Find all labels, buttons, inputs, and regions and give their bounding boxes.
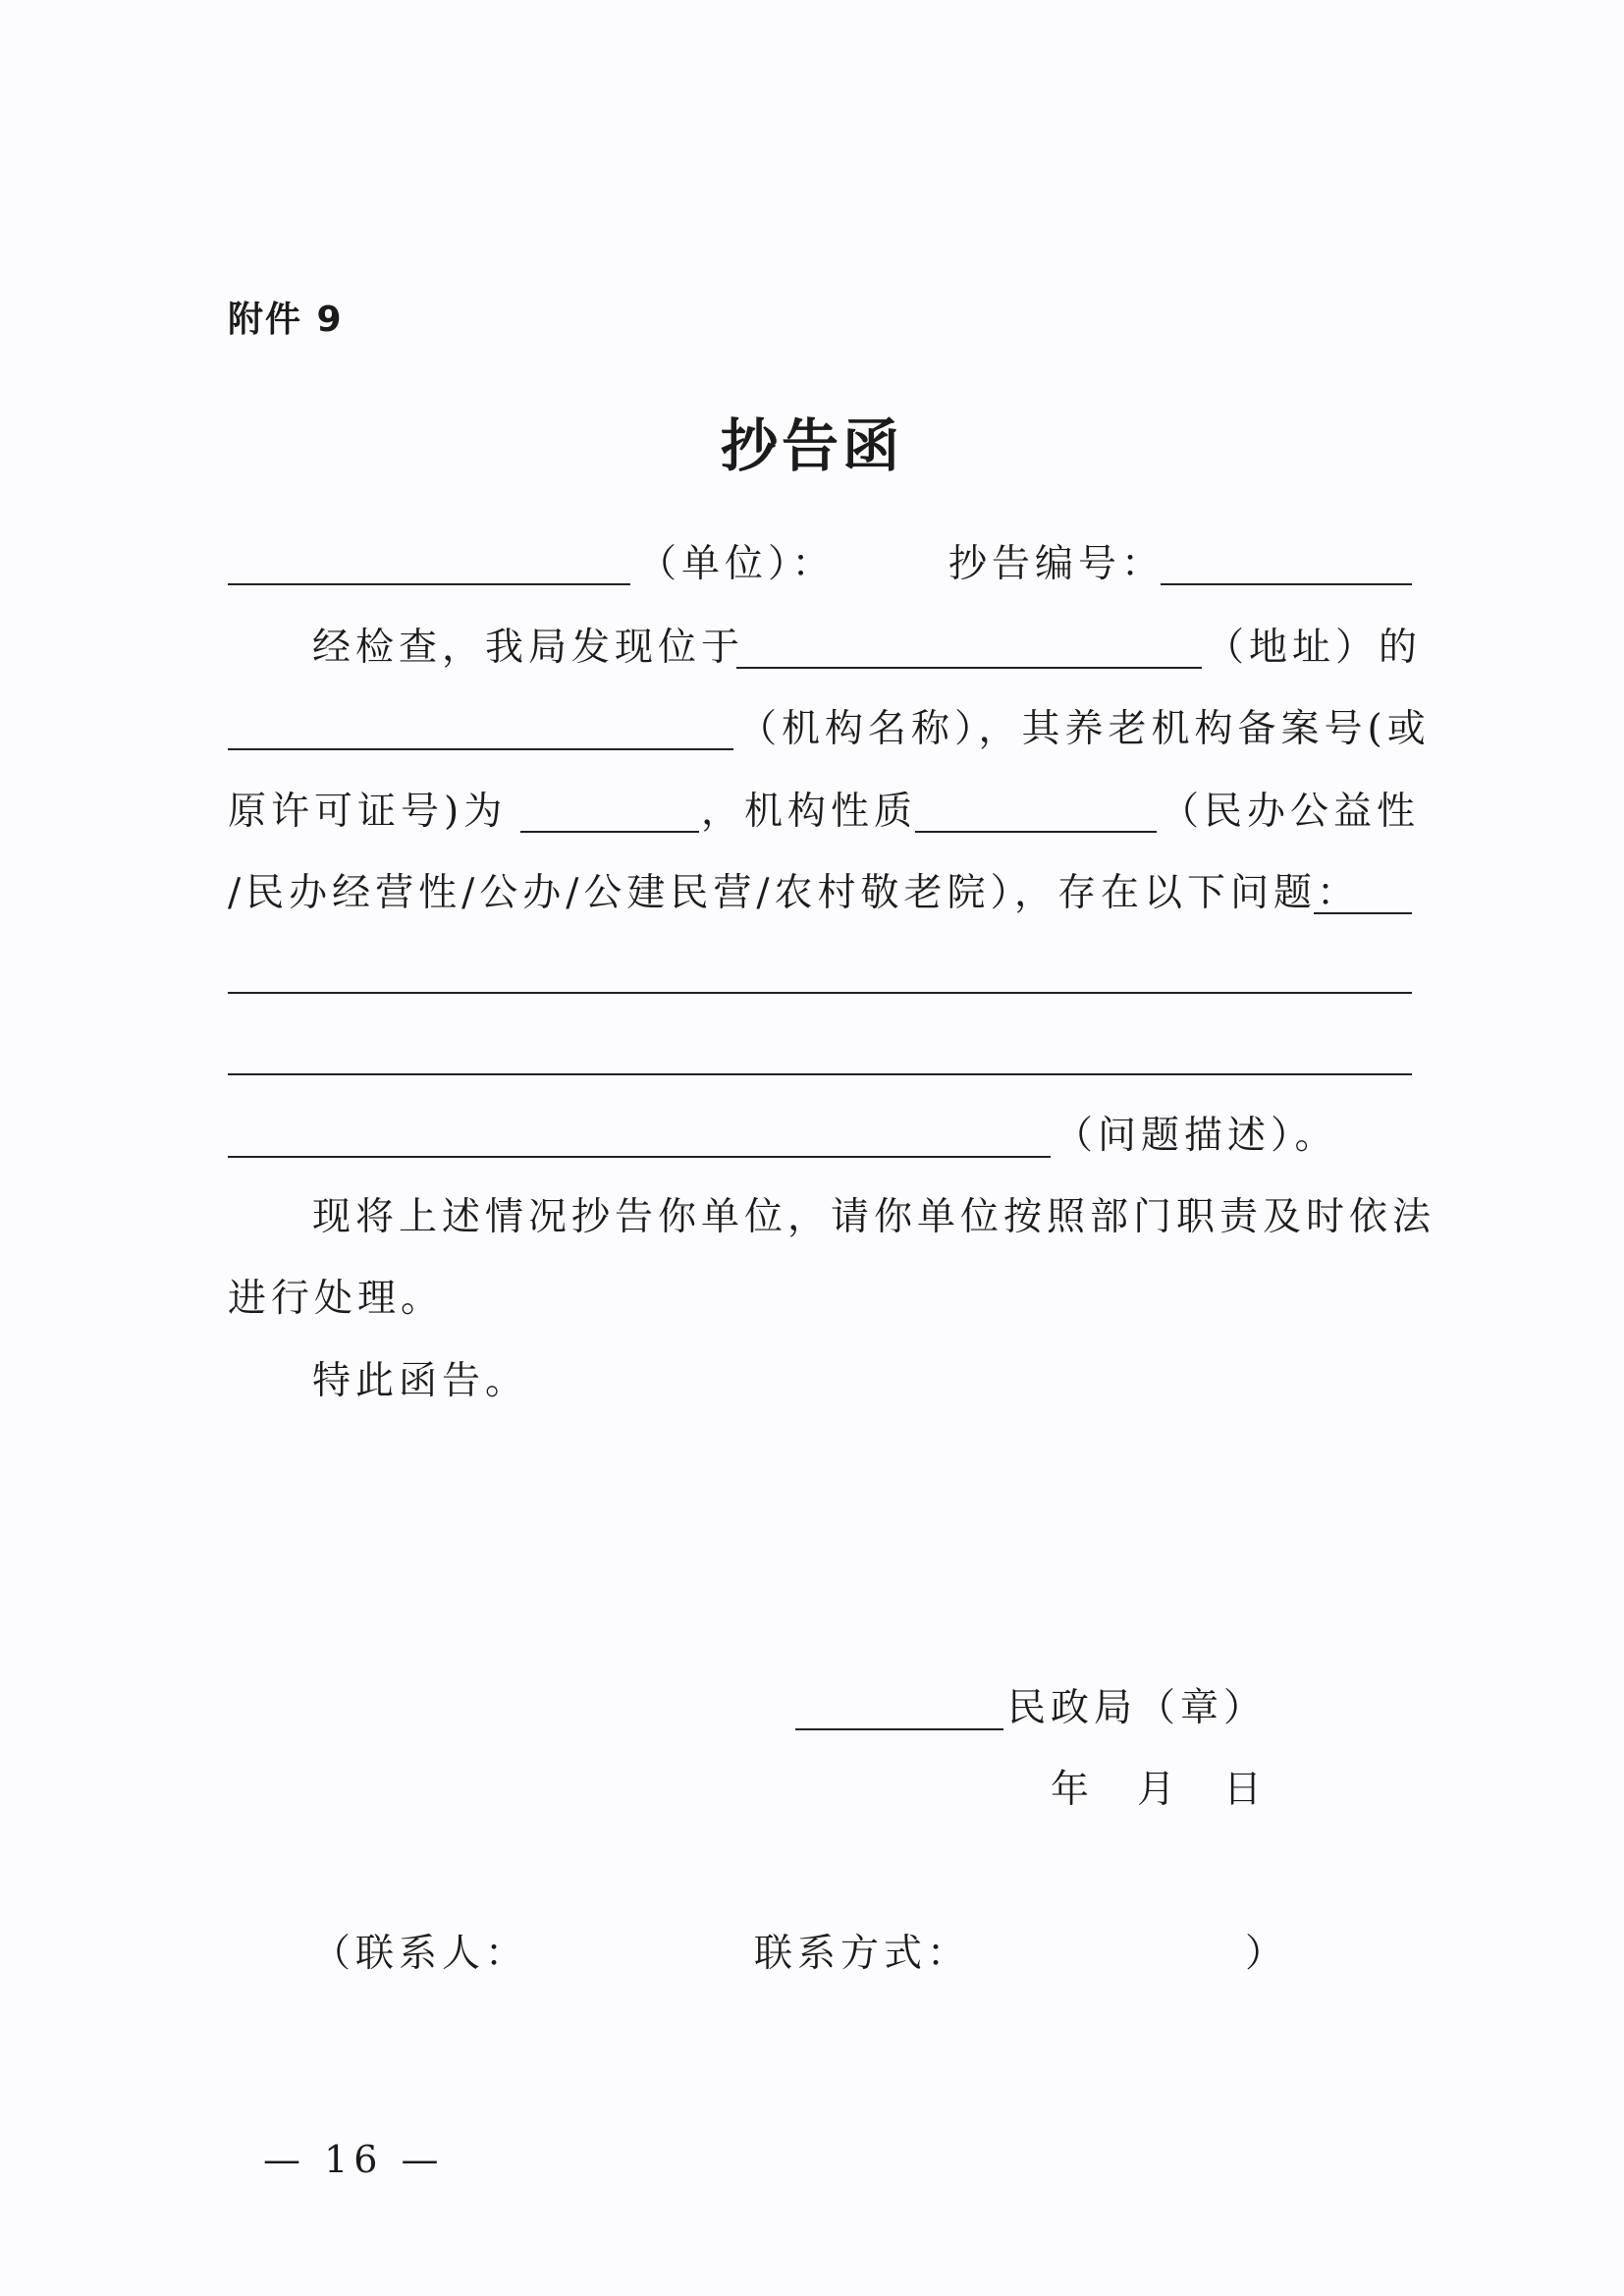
contact-person-label: （联系人： bbox=[312, 1932, 529, 1976]
body-text: 经检查，我局发现位于 bbox=[312, 626, 745, 670]
problem-blank bbox=[228, 1073, 1412, 1075]
institution-name-blank bbox=[228, 748, 733, 750]
body-text: （地址）的 bbox=[1206, 626, 1423, 670]
problem-blank bbox=[1314, 912, 1412, 914]
body-text: 现将上述情况抄告你单位，请你单位按照部门职责及时依法 bbox=[312, 1195, 1436, 1239]
body-text: 进行处理。 bbox=[228, 1277, 445, 1321]
document-title: 抄告函 bbox=[720, 412, 903, 479]
issuing-bureau: 民政局（章） bbox=[1007, 1686, 1268, 1730]
body-text: （问题描述）。 bbox=[1055, 1114, 1338, 1158]
address-blank bbox=[736, 667, 1202, 669]
body-text: 特此函告。 bbox=[312, 1359, 529, 1403]
body-text: ，机构性质 bbox=[701, 790, 918, 834]
contact-method-label: 联系方式： bbox=[754, 1932, 971, 1976]
unit-blank bbox=[228, 583, 630, 585]
body-text: （民办公益性 bbox=[1161, 790, 1421, 834]
unit-label: （单位）： bbox=[638, 542, 836, 586]
report-number-blank bbox=[1161, 583, 1412, 585]
issue-date: 年 月 日 bbox=[1051, 1768, 1268, 1812]
bureau-blank bbox=[795, 1728, 1003, 1730]
attachment-label: 附件 9 bbox=[228, 300, 344, 340]
body-text: （机构名称），其养老机构备案号(或 bbox=[738, 707, 1431, 751]
problem-blank bbox=[228, 1156, 1051, 1158]
problem-blank bbox=[228, 992, 1412, 994]
body-text: /民办经营性/公办/公建民营/农村敬老院），存在以下问题： bbox=[228, 871, 1361, 915]
body-text: 原许可证号)为 bbox=[228, 790, 508, 834]
filing-number-blank bbox=[520, 831, 699, 833]
institution-nature-blank bbox=[915, 831, 1157, 833]
page-number: — 16 — bbox=[263, 2138, 445, 2181]
contact-close-paren: ） bbox=[1245, 1932, 1289, 1976]
report-number-label: 抄告编号： bbox=[948, 542, 1165, 586]
